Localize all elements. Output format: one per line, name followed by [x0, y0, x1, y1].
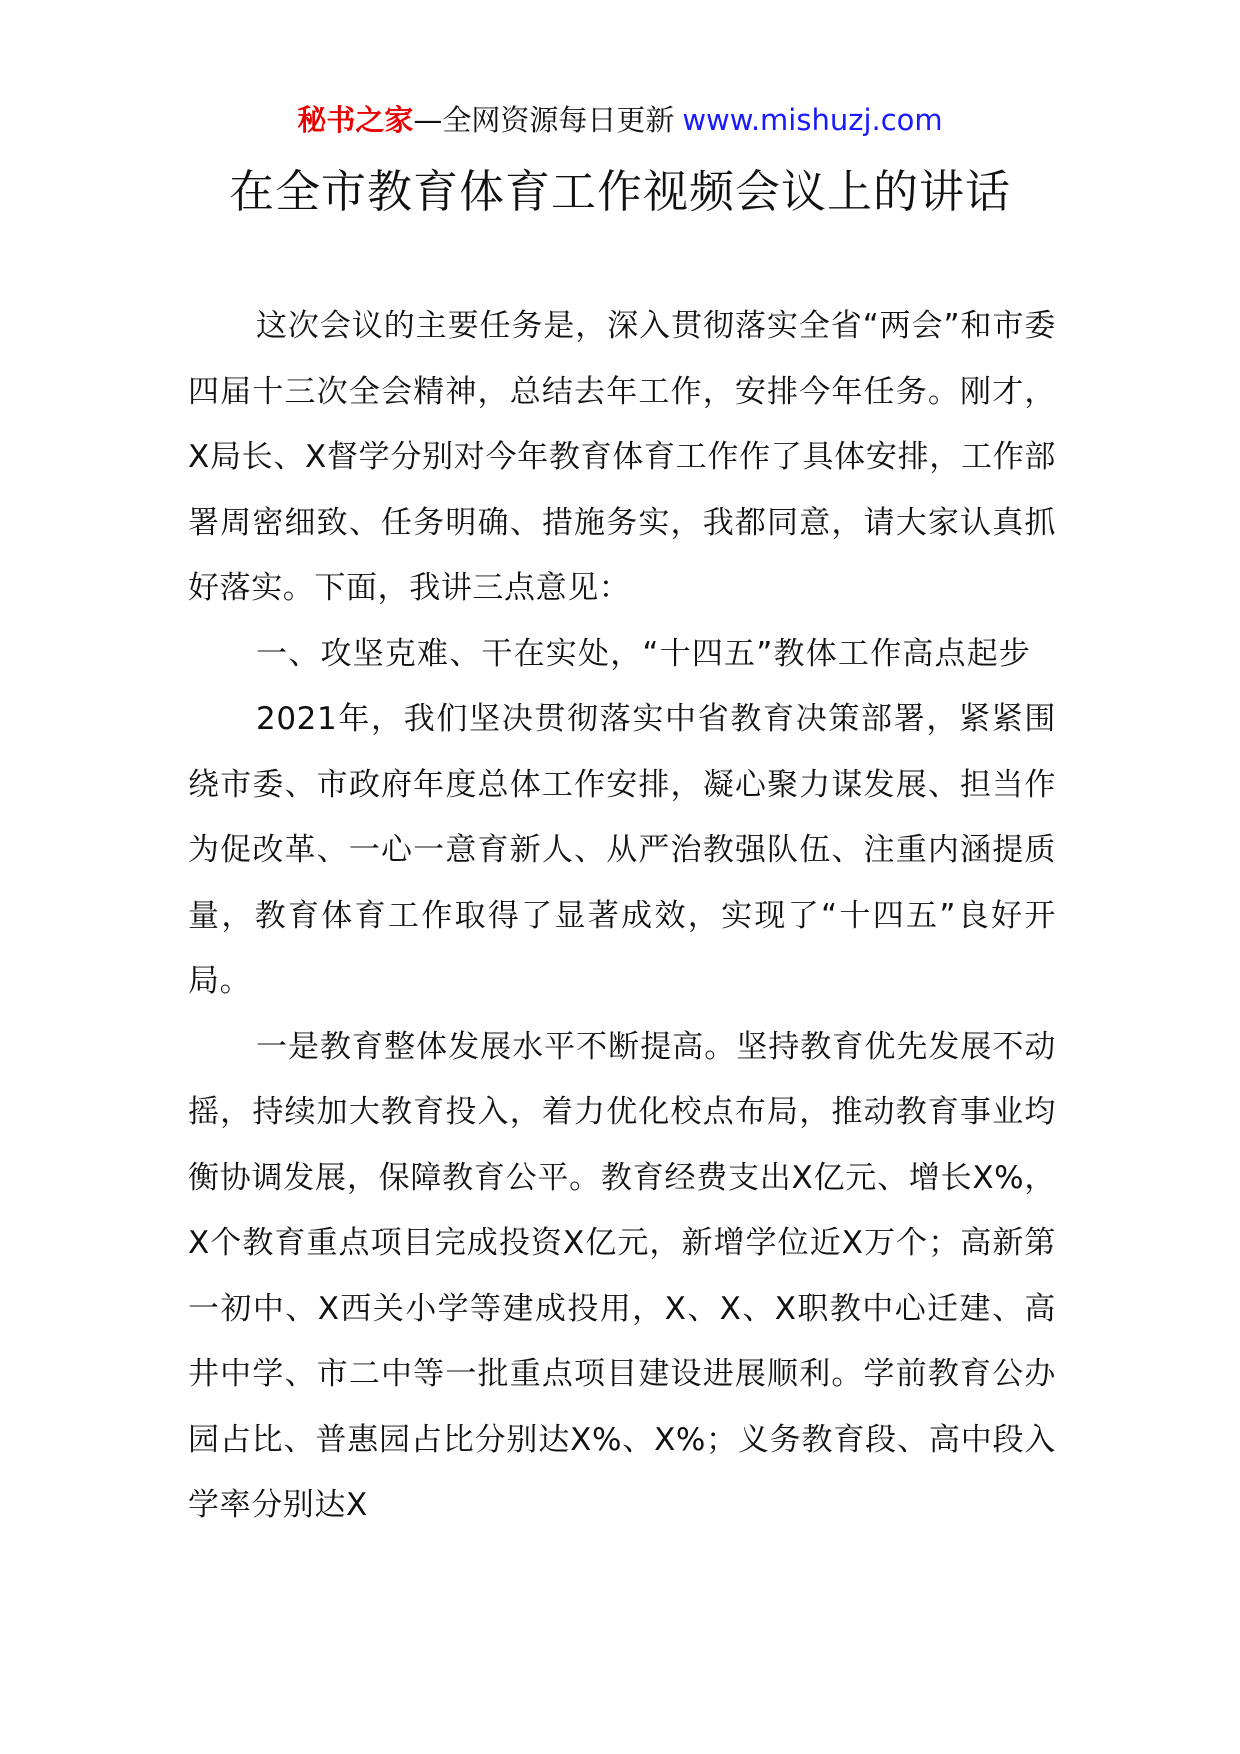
document-title: 在全市教育体育工作视频会议上的讲话 — [228, 165, 1011, 218]
document-body — [188, 294, 1056, 1539]
section-heading-1: 一、攻坚克难、干在实处，“十四五”教体工作高点起步 — [256, 635, 1032, 672]
site-url-link[interactable]: www.mishuzj.com — [682, 103, 943, 137]
paragraph-education-development: 一是教育整体发展水平不断提高。坚持教育优先发展不动摇，持续加大教育投入，着力优化校点布局，推动教育事业均衡协调发展，保障教育公平。教育经费支出X亿元、增长X%，X个教育重点项目完成投资X亿元，新增学位近X万个；高新第一初中、X西关小学等建成投用，X、X、X职教中心迁建、高井中学、市二中等一批重点项目建设进展顺利。学前教育公办园占比、普惠园占比分别达X%、X%；义务教育段、高中段入学率分别达X — [188, 1028, 1056, 1523]
site-header — [0, 100, 1240, 140]
paragraph-2021-summary: 2021年，我们坚决贯彻落实中省教育决策部署，紧紧围绕市委、市政府年度总体工作安排，凝心聚力谋发展、担当作为促改革、一心一意育新人、从严治教强队伍、注重内涵提质量，教育体育工作取得了显著成效，实现了“十四五”良好开局。 — [188, 701, 1056, 999]
site-tagline: —全网资源每日更新 — [413, 103, 675, 137]
paragraph-intro: 这次会议的主要任务是，深入贯彻落实全省“两会”和市委四届十三次全会精神，总结去年工作，安排今年任务。刚才，X局长、X督学分别对今年教育体育工作作了具体安排，工作部署周密细致、任务明确、措施务实，我都同意，请大家认真抓好落实。下面，我讲三点意见： — [188, 308, 1056, 606]
site-brand: 秘书之家 — [297, 103, 414, 137]
